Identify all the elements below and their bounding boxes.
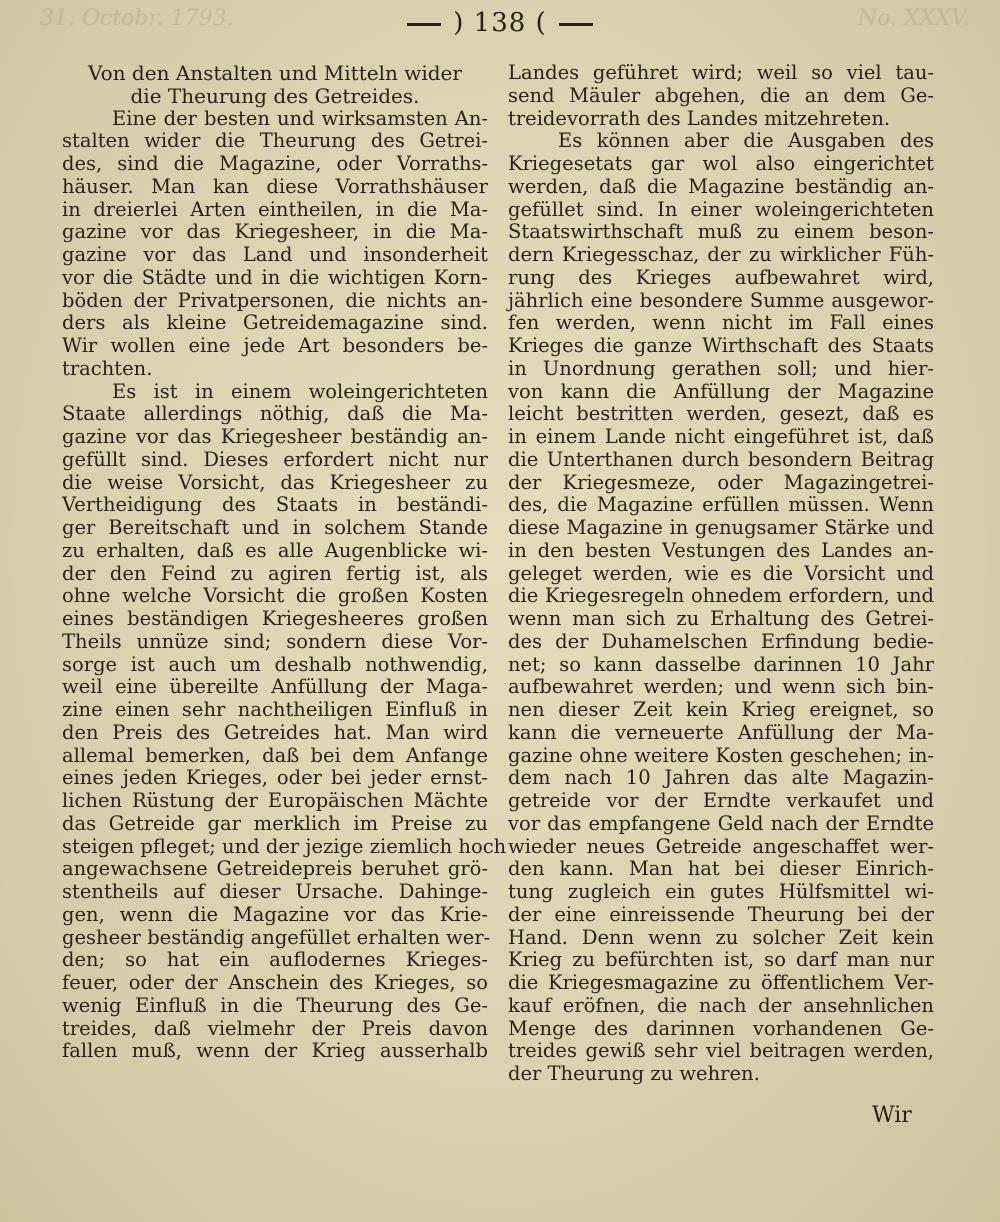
text-line: häuser. Man kan diese Vorrathshäuser: [62, 174, 488, 198]
text-line: ders als kleine Getreidemagazine sind.: [62, 311, 488, 335]
text-line: lichen Rüstung der Europäischen Mächte: [62, 789, 488, 812]
text-line: gefüllet sind. In einer woleingerichteten: [508, 197, 934, 221]
text-line: des der Duhamelschen Erfindung bedie-: [508, 629, 934, 653]
text-line: geleget werden, wie es die Vorsicht und: [508, 561, 934, 585]
text-line: aufbewahret werden; und wenn sich bin-: [508, 675, 934, 699]
bleed-through-text-right: No. XXXV.: [857, 6, 970, 31]
text-line: rung des Krieges aufbewahret wird,: [508, 265, 934, 289]
text-line: zu erhalten, daß es alle Augenblicke wi-: [62, 538, 488, 562]
text-line: des, die Magazine erfüllen müssen. Wenn: [508, 493, 934, 517]
text-line: kauf eröfnen, die nach der ansehnlichen: [508, 993, 934, 1017]
right-column: [508, 62, 934, 1086]
text-line: diese Magazine in genugsamer Stärke und: [508, 516, 934, 539]
left-column: [62, 61, 507, 1063]
text-line: tung zugleich ein gutes Hülfsmittel wi-: [508, 880, 934, 903]
article-title: [62, 62, 488, 108]
text-line: den kann. Man hat bei dieser Einrich-: [508, 857, 934, 881]
text-line: gen, wenn die Magazine vor das Krie-: [62, 902, 488, 926]
text-line: treidevorrath des Landes mitzehreten.: [508, 106, 891, 130]
text-line: stentheils auf dieser Ursache. Dahinge-: [62, 880, 488, 903]
text-line: fen werden, wenn nicht im Fall eines: [508, 311, 934, 335]
text-line: in einem Lande nicht eingeführet ist, daß: [508, 425, 934, 448]
text-line: gefüllt sind. Dieses erfordert nicht nur: [62, 447, 488, 471]
text-line: Es ist in einem woleingerichteten: [112, 379, 488, 403]
text-line: steigen pfleget; und der jezige ziemlich hoch: [62, 834, 507, 858]
text-line: in Unordnung gerathen soll; und hier-: [508, 356, 934, 380]
title-line: die Theurung des Getreides.: [130, 83, 420, 108]
text-line: vor die Städte und in die wichtigen Korn-: [62, 265, 488, 289]
text-line: weil eine übereilte Anfüllung der Maga-: [62, 675, 488, 699]
text-line: jährlich eine besondere Summe ausgewor-: [508, 288, 934, 312]
text-line: gazine vor das Kriegesheer beständig an-: [62, 425, 488, 448]
text-line: Menge des darinnen vorhandenen Ge-: [508, 1016, 934, 1040]
paragraph: [508, 130, 934, 1086]
text-line: die Kriegesregeln ohnedem erfordern, und: [508, 584, 934, 608]
text-line: treides gewiß sehr viel beitragen werden,: [508, 1039, 934, 1063]
text-line: gazine vor das Kriegesheer, in die Ma-: [62, 220, 488, 244]
text-line: Kriegesetats gar wol also eingerichtet: [508, 152, 934, 175]
text-line: ohne welche Vorsicht die großen Kosten: [62, 584, 488, 608]
text-line: von kann die Anfüllung der Magazine: [508, 379, 934, 403]
text-line: der eine einreissende Theurung bei der: [508, 902, 934, 926]
page-number: ) 138 (: [453, 8, 547, 38]
text-line: böden der Privatpersonen, die nichts an-: [62, 288, 488, 312]
text-line: der Kriegesmeze, oder Magazingetrei-: [508, 470, 934, 494]
text-line: zine einen sehr nachtheiligen Einfluß in: [62, 698, 488, 721]
text-line: das Getreide gar merklich im Preise zu: [62, 811, 488, 835]
text-line: wieder neues Getreide angeschaffet wer-: [508, 834, 934, 858]
text-line: der Theurung zu wehren.: [508, 1062, 760, 1085]
text-line: Theils unnüze sind; sondern diese Vor-: [62, 629, 488, 653]
text-line: wenig Einfluß in die Theurung des Ge-: [62, 993, 488, 1017]
text-line: kann die verneuerte Anfüllung der Ma-: [508, 720, 934, 744]
title-line: Von den Anstalten und Mitteln wider: [88, 61, 462, 85]
text-line: allemal bemerken, daß bei dem Anfange: [62, 743, 488, 767]
text-line: wenn man sich zu Erhaltung des Getrei-: [508, 607, 934, 630]
text-line: gazine ohne weitere Kosten geschehen; in-: [508, 743, 934, 767]
text-line: Landes geführet wird; weil so viel tau-: [508, 61, 934, 84]
paragraph: [508, 62, 934, 130]
text-line: ger Bereitschaft und in solchem Stande: [62, 516, 488, 539]
text-line: der den Feind zu agiren fertig ist, als: [62, 561, 488, 585]
text-line: des, sind die Magazine, oder Vorraths-: [62, 152, 488, 175]
bleed-through-text-left: 31. Octobr. 1793.: [40, 6, 234, 31]
text-line: feuer, oder der Anschein des Krieges, so: [62, 971, 488, 994]
text-line: in den besten Vestungen des Landes an-: [508, 538, 934, 562]
text-line: send Mäuler abgehen, die an dem Ge-: [508, 83, 934, 107]
text-line: Wir wollen eine jede Art besonders be-: [62, 334, 488, 357]
text-line: vor das empfangene Geld nach der Erndte: [508, 811, 934, 835]
text-line: fallen muß, wenn der Krieg ausserhalb: [62, 1039, 488, 1063]
catchword: Wir: [872, 1103, 912, 1128]
text-line: leicht bestritten werden, gesezt, daß es: [508, 402, 934, 426]
text-line: in dreierlei Arten eintheilen, in die Ma-: [62, 197, 488, 221]
text-line: Krieg zu befürchten ist, so darf man nur: [508, 948, 934, 972]
text-line: Vertheidigung des Staats in beständi-: [62, 493, 488, 517]
header-rule-left: [407, 23, 441, 26]
text-line: gazine vor das Land und insonderheit: [62, 243, 488, 266]
text-line: trachten.: [62, 356, 153, 380]
text-line: werden, daß die Magazine beständig an-: [508, 174, 934, 198]
text-line: die Kriegesmagazine zu öffentlichem Ver-: [508, 971, 934, 994]
text-line: Es können aber die Ausgaben des: [558, 129, 934, 153]
text-line: net; so kann dasselbe darinnen 10 Jahr: [508, 652, 934, 676]
text-line: den Preis des Getreides hat. Man wird: [62, 720, 488, 744]
text-line: Staate allerdings nöthig, daß die Ma-: [62, 402, 488, 426]
text-line: sorge ist auch um deshalb nothwendig,: [62, 652, 488, 676]
text-line: treides, daß vielmehr der Preis davon: [62, 1016, 488, 1040]
text-line: Krieges die ganze Wirthschaft des Staats: [508, 334, 934, 357]
paragraph: [62, 108, 488, 381]
text-line: dem nach 10 Jahren das alte Magazin-: [508, 766, 934, 790]
text-line: nen dieser Zeit kein Krieg ereignet, so: [508, 698, 934, 721]
text-line: den; so hat ein auflodernes Krieges-: [62, 948, 488, 972]
text-line: gesheer beständig angefüllet erhalten wer-: [62, 925, 491, 949]
header-rule-right: [559, 23, 593, 26]
text-line: stalten wider die Theurung des Getrei-: [62, 129, 488, 153]
page-header: [0, 8, 1000, 38]
text-line: eines jeden Krieges, oder bei jeder ernst-: [62, 766, 488, 790]
text-line: angewachsene Getreidepreis beruhet grö-: [62, 857, 488, 881]
text-line: die weise Vorsicht, das Kriegesheer zu: [62, 470, 488, 494]
text-line: eines beständigen Kriegesheeres großen: [62, 607, 488, 630]
text-line: getreide vor der Erndte verkaufet und: [508, 789, 934, 812]
text-line: die Unterthanen durch besondern Beitrag: [508, 447, 934, 471]
text-line: Eine der besten und wirksamsten An-: [112, 106, 488, 130]
text-line: Hand. Denn wenn zu solcher Zeit kein: [508, 925, 934, 949]
paragraph: [62, 379, 507, 1064]
text-line: dern Kriegesschaz, der zu wirklicher Füh-: [508, 243, 934, 266]
text-line: Staatswirthschaft muß zu einem beson-: [508, 220, 934, 244]
